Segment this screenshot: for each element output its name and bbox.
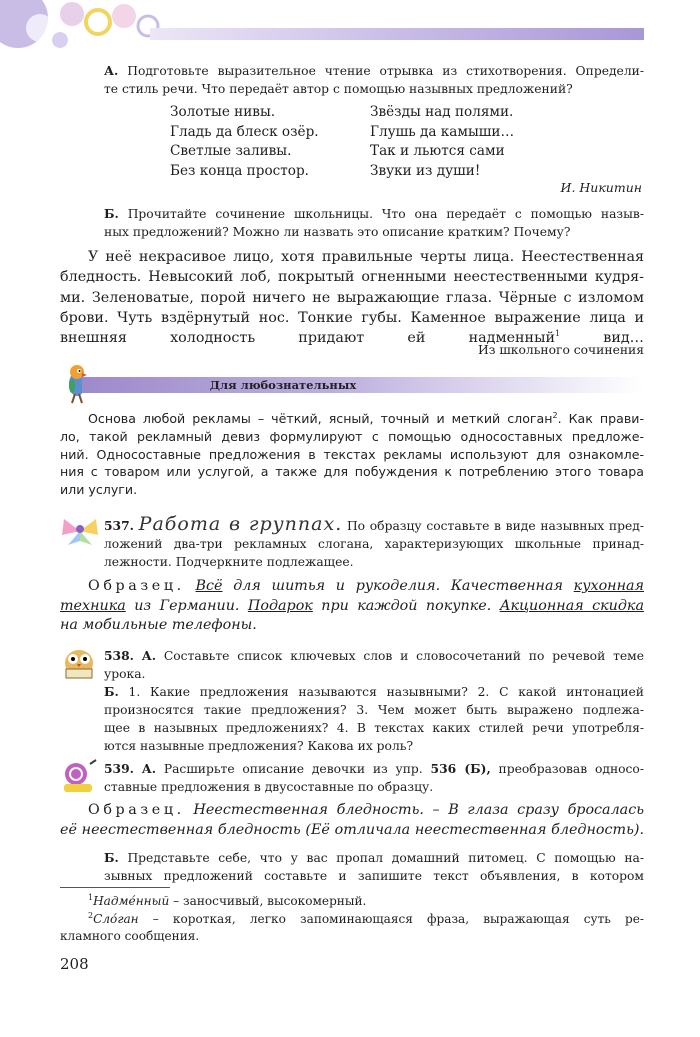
exercise-line [104, 647, 644, 665]
poem-author: И. Никитин [560, 180, 642, 195]
footnote-ref: 2 [552, 410, 558, 420]
label-a: А. [141, 761, 157, 776]
exercise-line [104, 683, 644, 701]
text-line: Подготовьте выразительное чтение отрывка из стихотворения. Определи- [127, 64, 644, 78]
exercise-line: зывных предложений составьте и запишите текст объявления, в котором [104, 869, 644, 883]
exercise-539-b [104, 849, 644, 885]
poem-line: Без конца простор. [170, 162, 309, 179]
sample-line [60, 577, 644, 597]
poem-line: Золотые нивы. [170, 104, 276, 120]
label-a: А. [141, 648, 157, 663]
text-part: 1. Какие предложения называются назывными? 2. С какой интонацией [118, 685, 644, 699]
exercise-line [104, 760, 644, 778]
text-part: Составьте список ключевых слов и словосочетаний по речевой теме [156, 649, 644, 663]
text-part: . Как прави- [557, 411, 644, 426]
footnote-text: – заносчивый, высокомерный. [169, 894, 367, 908]
text-part: для шитья и рукоделия. Качественная [222, 578, 574, 594]
poem-line: Звёзды над полями. [370, 104, 514, 120]
footnote-text: – короткая, легко запоминающаяся фраза, выражающая суть ре- [138, 911, 644, 926]
exercise-number: 539. [104, 761, 134, 776]
footnote-term: Сло́ган [93, 911, 139, 926]
text-part: По образцу составьте в виде назывных пред- [342, 519, 644, 533]
exercise-number: 537. [104, 518, 134, 533]
footnote-ref: 1 [555, 329, 561, 339]
curious-text [60, 410, 644, 499]
curious-line: ло, такой рекламный девиз формулируют с помощью односоставных предложе- [60, 428, 644, 444]
curious-line: ний. Односоставные предложения в текстах рекламы используют для ознакомле- [60, 446, 644, 462]
footnote-divider [60, 887, 170, 888]
curious-line: или услуги. [60, 482, 138, 498]
exercise-line: ставные предложения в двусоставные по образцу. [104, 780, 434, 794]
poem-line: Светлые заливы. [170, 143, 292, 159]
underlined-subject: Подарок [247, 597, 313, 614]
curious-line: ния с товаром или услугой, а также для побуждения к потреблению этого товара [60, 464, 644, 480]
exercise-line: лежности. Подчеркните подлежащее. [104, 555, 354, 569]
group-work-icon [60, 513, 100, 549]
label-a: А. [104, 63, 119, 78]
essay-text [60, 247, 644, 348]
exercise-539 [104, 760, 644, 796]
poem-line: Звуки из души! [370, 162, 481, 179]
underlined-subject: Акционная скидка [499, 597, 644, 614]
exercise-539-sample [60, 801, 644, 840]
exercise-line: щее в назывных предложениях? 4. В текстах каких стилей речи употребля- [104, 721, 644, 735]
label-b: Б. [104, 684, 119, 699]
text-line: Прочитайте сочинение школьницы. Что она передаёт с помощью назыв- [127, 207, 644, 221]
text-part: Представьте себе, что у вас пропал домашний питомец. С помощью на- [118, 851, 644, 865]
exercise-537-sample [60, 577, 644, 636]
poem-right-column [370, 103, 514, 181]
text-part: преобразовав односо- [490, 762, 644, 776]
label-b: Б. [104, 206, 119, 221]
header-bar [150, 28, 644, 40]
curious-line [60, 410, 644, 428]
owl-reading-icon [60, 645, 98, 681]
text-part: Основа любой рекламы – чёткий, ясный, точный и меткий слоган [88, 411, 553, 426]
underlined-subject: кухонная [573, 578, 644, 594]
footnote-2 [60, 911, 644, 929]
footnote-mark: 2 [88, 910, 94, 920]
label-b: Б. [104, 850, 119, 865]
exercise-number: 538. [104, 648, 134, 663]
sample-line: её неестественная бледность (Её отличала неестественная бледность). [60, 821, 644, 838]
page-number: 208 [60, 955, 89, 973]
sample-line: на мобильные телефоны. [60, 617, 257, 634]
exercise-538 [104, 647, 644, 755]
essay-source: Из школьного сочинения [478, 343, 644, 357]
text-part: Неестественная бледность. – В глаза сразу бросалась [184, 802, 644, 818]
sample-label: Образец. [88, 802, 185, 818]
exercise-line: произносятся такие предложения? 3. Чем может быть выражено подлежа- [104, 703, 644, 717]
essay-line: У неё некрасивое лицо, хотя правильные черты лица. Неестественная [88, 249, 644, 265]
sample-line [60, 597, 644, 617]
text-part: Расширьте описание девочки из упр. [156, 762, 431, 776]
exercise-536-a [104, 62, 644, 98]
poem-left-column [170, 103, 319, 181]
text-line: те стиль речи. Что передаёт автор с помощью назывных предложений? [104, 82, 573, 96]
footnote-text: кламного сообщения. [60, 929, 200, 943]
sample-label: Образец. [88, 578, 185, 594]
exercise-line: ются назывные предложения? Какова их роль? [104, 739, 414, 753]
exercise-line [104, 515, 644, 535]
essay-line: бледность. Невысокий лоб, покрытый огненными неестественными кудря- [60, 269, 644, 286]
poem-line: Глушь да камыши… [370, 123, 515, 140]
exercise-line: ложений два-три рекламных слогана, характеризующих школьные принад- [104, 537, 644, 551]
essay-line: брови. Чуть вздёрнутый нос. Тонкие губы. Каменное выражение лица и [60, 309, 644, 326]
group-work-label: Работа в группах. [138, 513, 343, 535]
exercise-line [104, 849, 644, 867]
text-part: при каждой покупке. [312, 597, 500, 614]
sample-line [60, 801, 644, 821]
exercise-537 [104, 515, 644, 571]
poem-line: Так и льются сами [370, 143, 505, 159]
text-line: ных предложений? Можно ли назвать это описание кратким? Почему? [104, 225, 571, 239]
exercise-reference: 536 (Б), [430, 761, 491, 776]
footnote-mark: 1 [88, 892, 94, 902]
footnotes [60, 893, 644, 946]
poem-line: Гладь да блеск озёр. [170, 123, 319, 140]
essay-text-part: вид… [560, 330, 644, 347]
underlined-subject: техника [60, 597, 126, 614]
exercise-536-b [104, 205, 644, 241]
curious-title: Для любознательных [209, 378, 357, 392]
essay-line: ми. Зеленоватые, порой ничего не выражающие глаза. Чёрные с изломом [60, 289, 644, 306]
text-part: из Германии. [125, 597, 248, 614]
essay-text-part: внешняя холодность придают ей надменный [60, 330, 555, 347]
footnote-1 [60, 893, 644, 911]
exercise-line: урока. [104, 667, 146, 681]
snail-pencil-icon [60, 758, 98, 796]
underlined-subject: Всё [195, 578, 223, 594]
footnote-term: Надме́нный [93, 894, 170, 908]
